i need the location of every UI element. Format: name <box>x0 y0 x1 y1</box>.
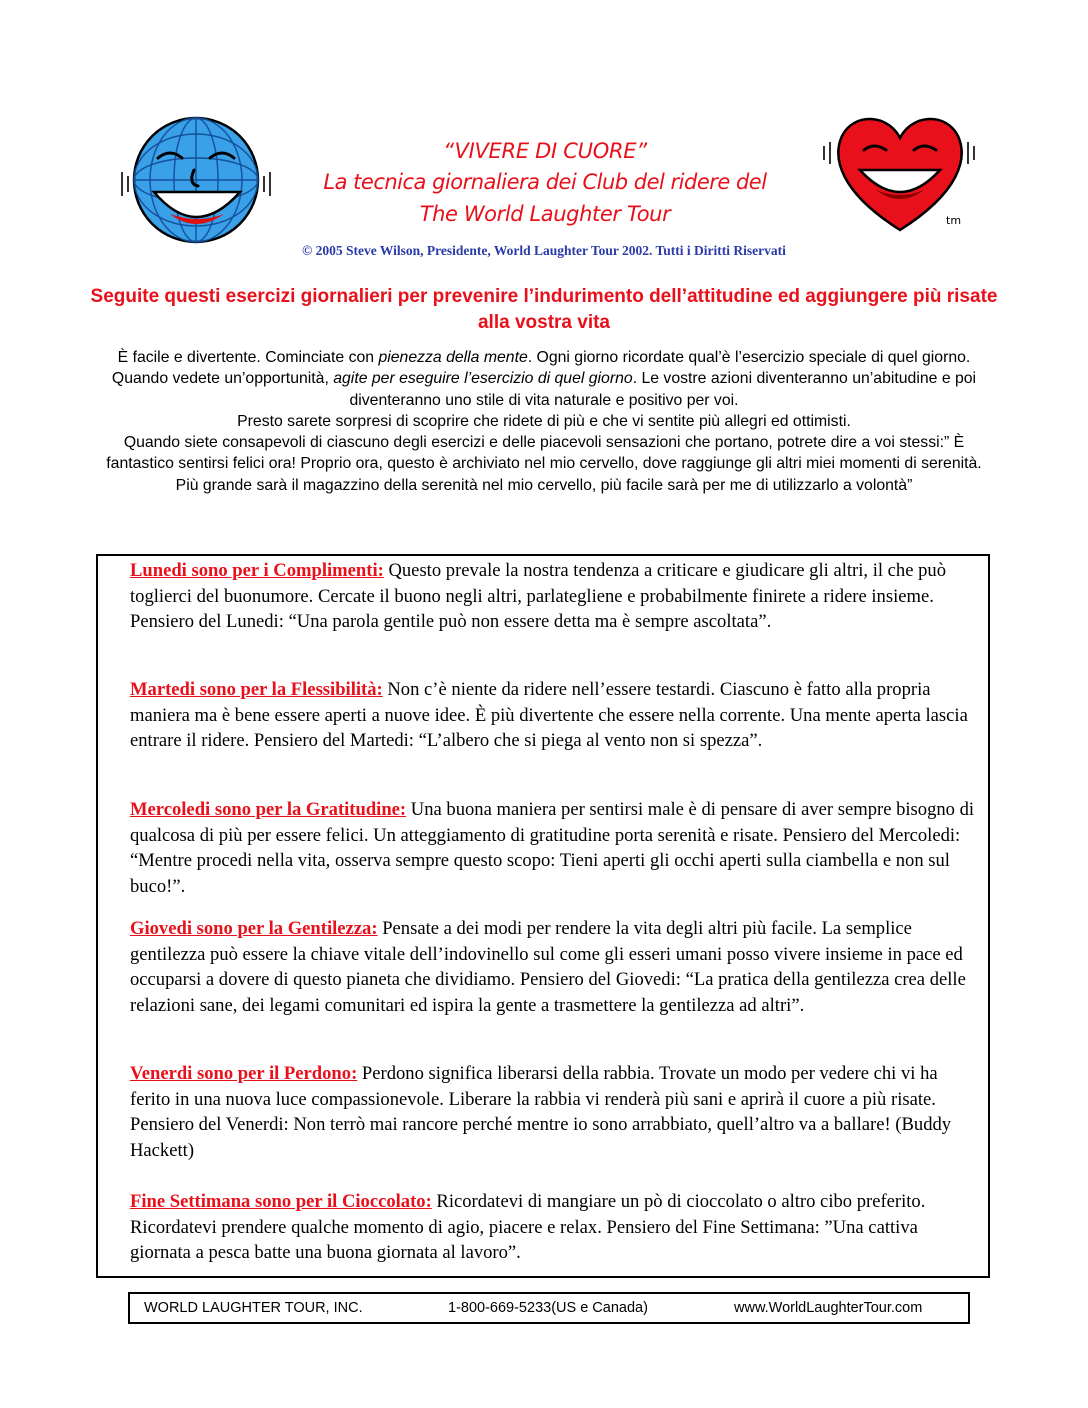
intro-paragraph: È facile e divertente. Cominciate con pienezza della mente. Ogni giorno ricordate qual’è l’esercizio speciale di quel giorno. <box>117 349 971 366</box>
footer-website-link[interactable]: www.WorldLaughterTour.com <box>734 1300 923 1316</box>
day-text: Pensate a dei modi per rendere la vita degli altri più facile. La semplice gentilezza può essere la chiave vitale dell’indovinello sul come gli esseri umani posso vivere insieme in pace ed occuparsi a dovere di questo pianeta che dividiamo. Pensiero del Giovedi: “La pratica della gentilezza crea delle relazioni sane, dei legami comunitari ed ispira la gente a trasmettere la gentilezza ad altri”. <box>130 918 966 1016</box>
day-label: Fine Settimana sono per il Cioccolato: <box>130 1191 432 1212</box>
day-monday <box>130 558 976 635</box>
day-label: Lunedi sono per i Complimenti: <box>130 560 384 581</box>
subheading: Seguite questi esercizi giornalieri per prevenire l’indurimento dell’attitudine ed aggiungere più risate alla vostra vita <box>90 286 998 333</box>
header <box>110 108 980 248</box>
day-text: Non c’è niente da ridere nell’essere testardi. Ciascuno è fatto alla propria maniera ma è bene essere aperti a nuove idee. È più divertente che essere nella corrente. Una mente aperta lascia entrare il ridere. Pensiero del Martedi: “L’albero che si piega al vento non si spezza”. <box>130 679 968 751</box>
title-line-3: The World Laughter Tour <box>419 202 671 226</box>
laughing-heart-icon <box>820 108 980 238</box>
day-label: Mercoledi sono per la Gratitudine: <box>130 799 407 820</box>
day-label: Venerdi sono per il Perdono: <box>130 1063 358 1084</box>
footer-phone: 1-800-669-5233(US e Canada) <box>448 1300 648 1316</box>
day-wednesday <box>130 797 976 899</box>
day-weekend <box>130 1189 976 1266</box>
day-text: Ricordatevi di mangiare un pò di cioccolato o altro cibo preferito. Ricordatevi prendere qualche momento di agio, piacere e relax. Pensiero del Fine Settimana: ”Una cattiva giornata a pesca batte una buona giornata al lavoro”. <box>130 1191 926 1263</box>
document-title <box>280 136 810 230</box>
day-tuesday <box>130 677 976 754</box>
copyright-line: © 2005 Steve Wilson, Presidente, World Laughter Tour 2002. Tutti i Diritti Riservati <box>302 243 786 258</box>
footer-company: WORLD LAUGHTER TOUR, INC. <box>144 1300 363 1316</box>
footer <box>128 1292 970 1324</box>
day-label: Martedi sono per la Flessibilità: <box>130 679 383 700</box>
intro-paragraph: Quando siete consapevoli di ciascuno degli esercizi e delle piacevoli sensazioni che portano, potrete dire a voi stessi:” È fantastico sentirsi felici ora! Proprio ora, questo è archiviato nel mio cervello, dove raggiunge gli altri miei momenti di serenità. Più grande sarà il magazzino della serenità nel mio cervello, più facile sarà per me di utilizzarlo a volontà” <box>106 434 982 494</box>
title-line-2: La tecnica giornaliera dei Club del ridere del <box>323 170 767 194</box>
trademark-mark: tm <box>946 214 962 227</box>
title-line-1: “VIVERE DI CUORE” <box>443 139 647 163</box>
laughing-globe-icon <box>118 112 276 244</box>
intro-paragraph: Presto sarete sorpresi di scoprire che ridete di più e che vi sentite più allegri ed ottimisti. <box>237 412 851 430</box>
day-friday <box>130 1061 976 1163</box>
day-thursday <box>130 916 976 1018</box>
day-text: Una buona maniera per sentirsi male è di pensare di aver sempre bisogno di qualcosa di più per essere felici. Un atteggiamento di gratitudine porta serenità e risate. Pensiero del Mercoledi: “Mentre procedi nella vita, osserva sempre questo scopo: Tieni aperti gli occhi aperti sulla ciambella e non sul buco!”. <box>130 799 975 897</box>
intro-text <box>100 347 988 496</box>
day-text: Questo prevale la nostra tendenza a criticare e giudicare gli altri, il che può toglierci del buonumore. Cercate il buono negli altri, parlategliene e probabilmente finirete a ridere insieme. Pensiero del Lunedi: “Una parola gentile può non essere detta ma è sempre ascoltata”. <box>130 560 947 632</box>
day-label: Giovedi sono per la Gentilezza: <box>130 918 378 939</box>
day-text: Perdono significa liberarsi della rabbia. Trovate un modo per vedere chi vi ha ferito in una nuova luce compassionevole. Liberare la rabbia vi renderà più sani e aprirà il cuore a più risate. Pensiero del Venerdi: Non terrò mai rancore perché mentre io sono arrabbiato, quell’altro va a ballare! (Buddy Hackett) <box>130 1063 952 1161</box>
intro-paragraph: Quando vedete un’opportunità, agite per eseguire l’esercizio di quel giorno. Le vostre azioni diventeranno un’abitudine e poi diventeranno uno stile di vita naturale e positivo per voi. <box>111 370 977 409</box>
